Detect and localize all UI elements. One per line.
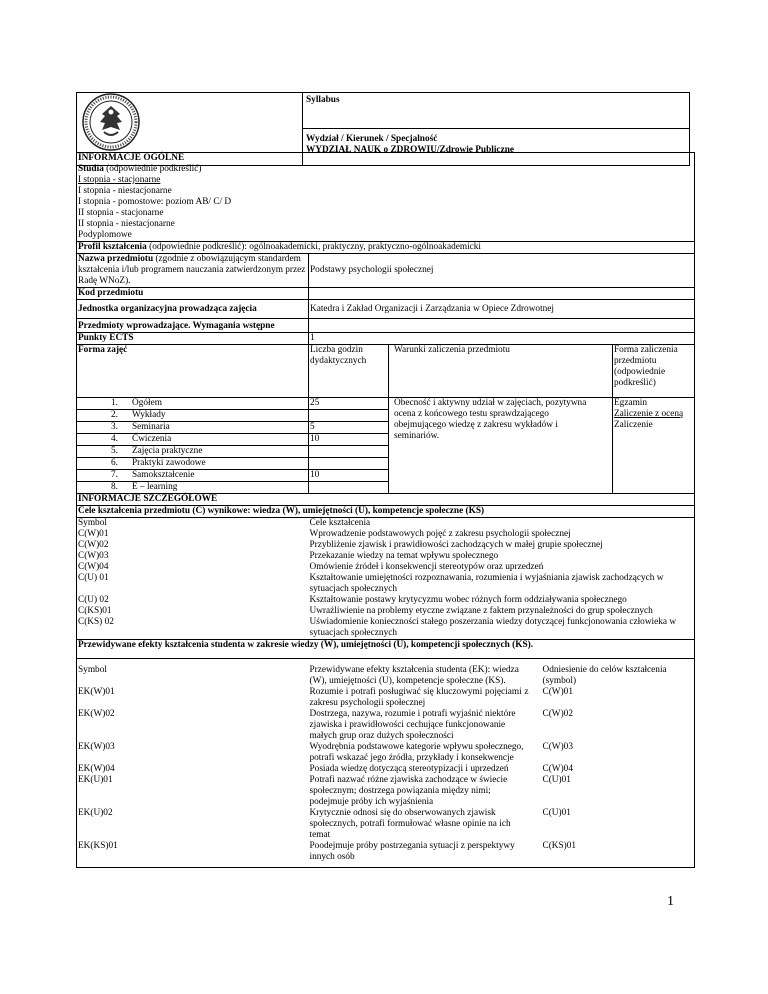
class-hours-1 (309, 398, 389, 410)
effect-symbol: EK(W)04 (78, 764, 115, 774)
subject-hint: (zgodnie z obowiązującym standardem kształcenia i/lub programem nauczania zatwierdzonym przez Radę WNoZ). (78, 254, 306, 286)
goal-row (77, 595, 309, 606)
class-type-name: E – learning (132, 482, 178, 492)
subject-label: Nazwa przedmiotu (78, 254, 154, 264)
goal-text: Kształtowanie postawy krytycyzmu wobec różnych form oddziaływania społecznego (309, 595, 627, 605)
profil-row (77, 242, 695, 254)
class-hours: 25 (310, 398, 320, 408)
prereq-value-cell (309, 319, 695, 333)
goals-symbol-header-cell (77, 518, 309, 530)
unit-value: Katedra i Zakład Organizacji i Zarządzania w Opiece Zdrowotnej (310, 303, 555, 314)
goal-text-cell (309, 595, 695, 606)
code-label: Kod przedmiotu (78, 288, 144, 298)
effect-symbol: EK(U)02 (78, 808, 113, 818)
class-type-num: 3. (111, 422, 118, 432)
goal-symbol: C(W)02 (78, 540, 109, 550)
profil-text: (odpowiednie podkreślić): ogólnoakademicki, praktyczny, praktyczno-ogólnoakademicki (146, 242, 482, 252)
goal-text: Uwrażliwienie na problemy etyczne związane z faktem przynależności do grup społecznych (309, 606, 653, 616)
class-hours-6 (309, 458, 389, 470)
effect-ref: C(W)03 (542, 742, 573, 752)
effect-symbol: EK(U)01 (78, 775, 113, 785)
ects-label: Punkty ECTS (78, 333, 134, 343)
class-hours-2 (309, 410, 389, 422)
effect-ref-cell (535, 742, 695, 764)
effect-symbol: EK(W)03 (78, 742, 115, 752)
study-type-1: I stopnia - stacjonarne (78, 175, 161, 185)
profil-label: Profil kształcenia (78, 242, 147, 252)
effects-title-row (77, 640, 695, 659)
goal-symbol: C(KS)01 (78, 606, 112, 616)
class-type-num: 1. (111, 398, 118, 408)
subject-value: Podstawy psychologii społecznej (310, 265, 434, 275)
goal-text-cell (309, 529, 695, 540)
class-hours-8 (309, 482, 389, 494)
forma-label-cell (77, 345, 309, 398)
goal-text: Wprowadzenie podstawowych pojęć z zakresu psychologii społecznej (309, 529, 571, 539)
general-title: INFORMACJE OGÓLNE (78, 153, 185, 163)
class-type-num: 4. (111, 434, 118, 444)
subject-value-cell (309, 254, 695, 288)
form-header: Forma zaliczenia przedmiotu (odpowiednie podkreślić) (614, 345, 678, 388)
goal-text: Przybliżenie zjawisk i prawidłowości zachodzących w małej grupie społecznej (309, 540, 603, 550)
class-type-name: Praktyki zawodowe (132, 458, 206, 468)
forma-label: Forma zajęć (78, 345, 128, 355)
effect-text-cell (309, 775, 535, 808)
goal-text-cell (309, 562, 695, 573)
studia-hint: (odpowiednie podkreślić) (103, 164, 202, 174)
unit-label: Jednostka organizacyjna prowadząca zajęcia (78, 303, 257, 314)
effect-text-cell (309, 764, 535, 775)
code-label-cell (77, 288, 309, 300)
eff-symbol-header-cell (77, 659, 309, 688)
goal-symbol: C(W)04 (78, 562, 109, 572)
effect-text: Potrafi nazwać różne zjawiska zachodzące w świecie społecznym; dostrzega powiązania między nimi; podejmuje próby ich wyjaśnienia (309, 775, 508, 807)
class-type-3 (77, 422, 309, 434)
class-type-name: Wykłady (132, 410, 166, 420)
goal-text: Omówienie źródeł i konsekwencji stereotypów oraz uprzedzeń (309, 562, 544, 572)
eff-header-cell (309, 659, 535, 688)
eff-header: Przewidywane efekty kształcenia studenta (EK): wiedza (W), umiejętności (U), kompetencje społeczne (KS). (309, 665, 519, 686)
effect-text-cell (309, 742, 535, 764)
class-hours-5 (309, 446, 389, 458)
effect-ref: C(KS)01 (542, 841, 577, 851)
class-hours: 5 (310, 422, 315, 432)
effect-text: Wyodrębnia podstawowe kategorie wpływu społecznego, potrafi wskazać jego źródła, przykłady i konsekwencje (309, 742, 524, 763)
effect-text-cell (309, 808, 535, 841)
effect-text: Posiada wiedzę dotyczącą stereotypizacji i uprzedzeń (309, 764, 509, 774)
effects-title: Przewidywane efekty kształcenia studenta w zakresie wiedzy (W), umiejętności (U), kompetencji społecznych (KS). (78, 640, 534, 650)
class-hours-4 (309, 434, 389, 446)
effect-text: Poodejmuje próby postrzegania sytuacji z perspektywy innych osób (309, 841, 515, 862)
prereq-label-cell (77, 319, 309, 333)
class-type-num: 8. (111, 482, 118, 492)
university-seal-logo (80, 92, 142, 152)
class-hours-7 (309, 470, 389, 482)
goal-row (77, 562, 309, 573)
goals-title-row (77, 506, 695, 518)
goal-row (77, 551, 309, 562)
class-hours: 10 (310, 434, 320, 444)
unit-label-cell (77, 300, 309, 319)
effect-ref: C(U)01 (542, 775, 571, 785)
effect-ref-cell (535, 687, 695, 709)
study-type-3: I stopnia - pomostowe: poziom AB/ C/ D (78, 197, 232, 207)
effect-symbol: EK(W)01 (78, 687, 115, 697)
eff-symbol-header: Symbol (78, 665, 107, 675)
ects-value: 1 (310, 333, 315, 343)
study-type-6: Podyplomowe (78, 230, 132, 240)
goal-text: Uświadomienie konieczności stałego poszerzania wiedzy dotyczącej funkcjonowania człowieka w sytuacjach społecznych (309, 617, 677, 638)
effect-text: Krytycznie odnosi się do obserwowanych zjawisk społecznych, potrafi formułować własne opinie na ich temat (309, 808, 511, 840)
effect-ref-cell (535, 808, 695, 841)
prereq-label: Przedmioty wprowadzające. Wymagania wstępne (78, 321, 275, 331)
effect-row (77, 775, 309, 808)
goals-symbol-header: Symbol (78, 518, 107, 528)
conditions-text: Obecność i aktywny udział w zajęciach, pozytywna ocena z końcowego testu sprawdzającego obejmującego wiedzę z zakresu wykładów i seminariów. (394, 398, 587, 441)
class-type-7 (77, 470, 309, 482)
effect-ref-cell (535, 764, 695, 775)
studia-label: Studia (78, 164, 104, 174)
goal-text-cell (309, 551, 695, 562)
effect-row (77, 742, 309, 764)
class-hours-3 (309, 422, 389, 434)
eff-ref-header: Odniesienie do celów kształcenia (symbol) (542, 665, 667, 686)
effect-ref-cell (535, 709, 695, 742)
ects-value-cell (309, 333, 695, 345)
syllabus-table (76, 152, 695, 868)
class-type-4 (77, 434, 309, 446)
form-option-exam: Egzamin (614, 398, 648, 408)
study-type-4: II stopnia - stacjonarne (78, 208, 164, 218)
effect-row (77, 808, 309, 841)
page-number: 1 (667, 894, 674, 909)
effect-row (77, 709, 309, 742)
class-type-6 (77, 458, 309, 470)
goal-text: Kształtowanie umiejętności rozpoznawania, rozumienia i wyjaśniania zjawisk zachodzących w sytuacjach społecznych (309, 573, 664, 594)
goal-text-cell (309, 540, 695, 551)
hours-header: Liczba godzin dydaktycznych (310, 345, 367, 366)
effect-ref: C(W)04 (542, 764, 573, 774)
effect-row (77, 687, 309, 709)
goal-text: Przekazanie wiedzy na temat wpływu społecznego (309, 551, 499, 561)
subject-label-cell (77, 254, 309, 288)
code-value-cell (309, 288, 695, 300)
class-type-name: Seminaria (132, 422, 170, 432)
faculty-value: WYDZIAŁ NAUK o ZDROWIU/Zdrowie Publiczne (306, 145, 514, 155)
goal-text-cell (309, 617, 695, 640)
class-type-num: 6. (111, 458, 118, 468)
effect-text-cell (309, 687, 535, 709)
class-type-2 (77, 410, 309, 422)
effect-row (77, 764, 309, 775)
class-type-num: 2. (111, 410, 118, 420)
goal-symbol: C(U) 02 (78, 595, 109, 605)
study-type-5: II stopnia - niestacjonarne (78, 219, 175, 229)
conditions-cell (389, 398, 613, 494)
ects-label-cell (77, 333, 309, 345)
class-type-name: Samokształcenie (132, 470, 195, 480)
detail-title: INFORMACJE SZCZEGÓŁOWE (78, 494, 218, 504)
form-options-cell (613, 398, 695, 494)
effect-symbol: EK(W)02 (78, 709, 115, 719)
conditions-header-cell (389, 345, 613, 398)
goal-row (77, 606, 309, 617)
effect-ref: C(U)01 (542, 808, 571, 818)
effect-ref-cell (535, 841, 695, 868)
goal-text-cell (309, 606, 695, 617)
class-type-num: 7. (111, 470, 118, 480)
detail-title-row (77, 494, 695, 506)
class-type-name: Zajęcia praktyczne (132, 446, 203, 456)
goal-row (77, 540, 309, 551)
form-header-cell (613, 345, 695, 398)
goals-header: Cele kształcenia (309, 518, 371, 528)
goal-symbol: C(W)01 (78, 529, 109, 539)
goals-title: Cele kształcenia przedmiotu (C) wynikowe: wiedza (W), umiejętności (U), kompetencje społeczne (KS) (78, 506, 485, 516)
goal-row (77, 529, 309, 540)
effect-ref: C(W)02 (542, 709, 573, 719)
goal-symbol: C(U) 01 (78, 573, 109, 583)
general-info-block (77, 153, 695, 242)
goal-row (77, 573, 309, 595)
class-type-name: Ćwiczenia (132, 434, 172, 444)
effect-ref: C(W)01 (542, 687, 573, 697)
effect-text-cell (309, 709, 535, 742)
effect-text-cell (309, 841, 535, 868)
goal-row (77, 617, 309, 640)
effect-ref-cell (535, 775, 695, 808)
conditions-header: Warunki zaliczenia przedmiotu (394, 345, 510, 355)
class-type-1 (77, 398, 309, 410)
goal-symbol: C(KS) 02 (78, 617, 114, 627)
faculty-label: Wydział / Kierunek / Specjalność (306, 134, 438, 144)
effect-text: Rozumie i potrafi posługiwać się kluczowymi pojęciami z zakresu psychologii społecznej (309, 687, 529, 708)
effect-symbol: EK(KS)01 (78, 841, 118, 851)
class-type-num: 5. (111, 446, 118, 456)
goal-symbol: C(W)03 (78, 551, 109, 561)
class-type-name: Ogółem (132, 398, 162, 408)
goals-header-cell (309, 518, 695, 530)
class-type-8 (77, 482, 309, 494)
form-option-pass: Zaliczenie (614, 420, 653, 430)
effect-text: Dostrzega, nazywa, rozumie i potrafi wyjaśnić niektóre zjawiska i prawidłowości cechujące funkcjonowanie małych grup oraz dużych społeczności (309, 709, 516, 741)
form-option-graded: Zaliczenie z oceną (614, 409, 684, 419)
effect-row (77, 841, 309, 868)
syllabus-title: Syllabus (306, 95, 340, 105)
goal-text-cell (309, 573, 695, 595)
hours-header-cell (309, 345, 389, 398)
eff-ref-header-cell (535, 659, 695, 688)
class-type-5 (77, 446, 309, 458)
unit-value-cell (309, 300, 695, 319)
syllabus-cell (303, 93, 690, 129)
study-type-2: I stopnia - niestacjonarne (78, 186, 172, 196)
class-hours: 10 (310, 470, 320, 480)
